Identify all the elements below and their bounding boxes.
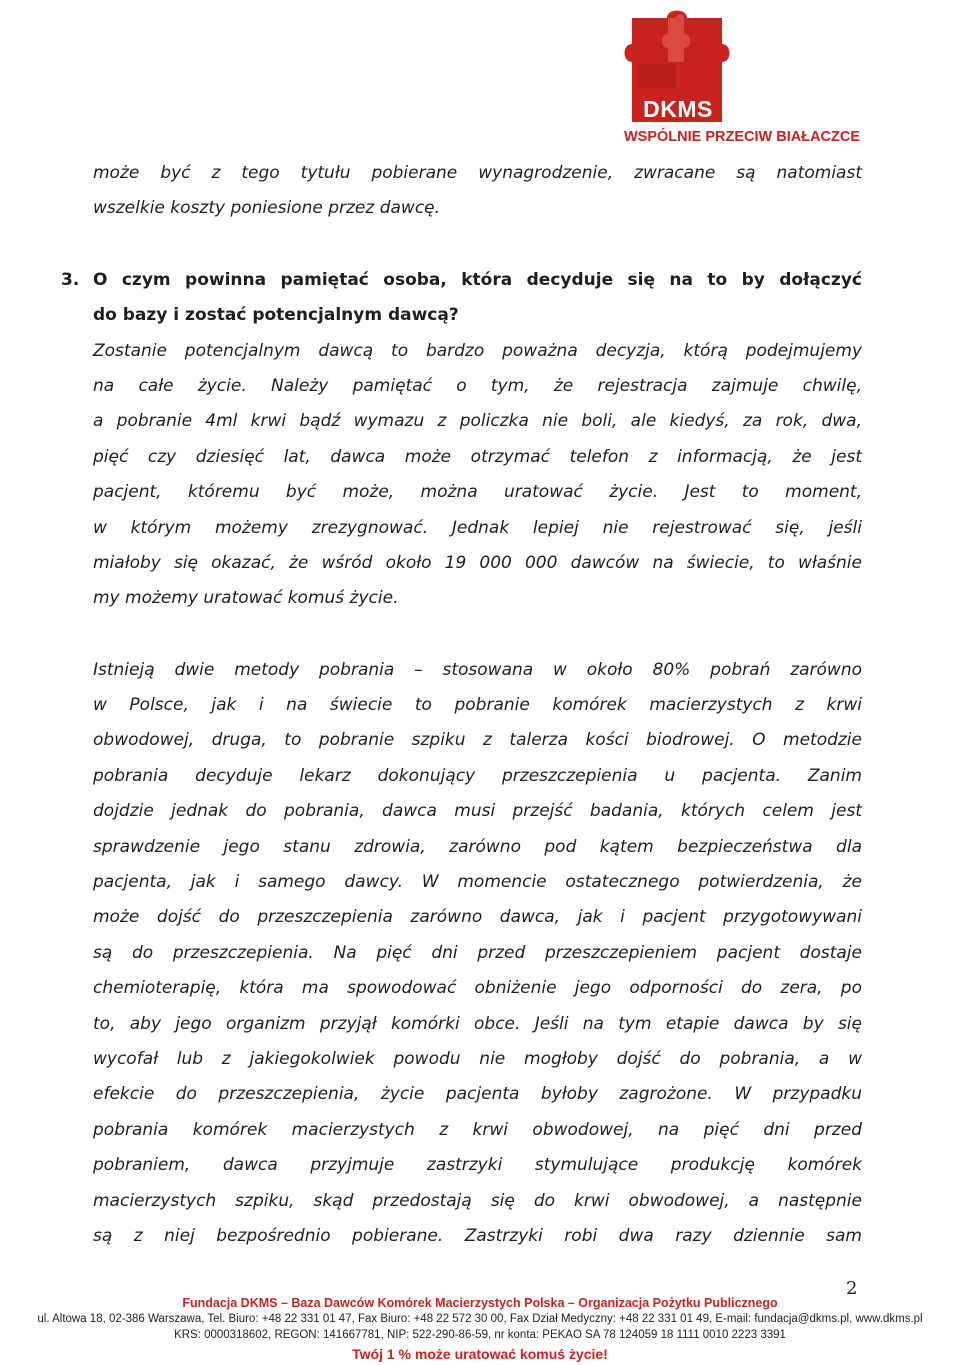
body-line: pobraniem, dawca przyjmuje zastrzyki stymulujące produkcję komórek [93, 1155, 862, 1176]
body-line: pacjenta, jak i samego dawcy. W momencie ostatecznego potwierdzenia, że [93, 872, 862, 893]
body-line: obwodowej, druga, to pobranie szpiku z talerza kości biodrowej. O metodzie [93, 730, 862, 751]
document-page [61, 156, 862, 1254]
footer-registry: KRS: 0000318602, REGON: 141667781, NIP: 522-290-86-59, nr konta: PEKAO SA 78 124059 18 1111 0010 2223 3391 [174, 1329, 786, 1341]
question-heading [61, 263, 862, 334]
body-line: sprawdzenie jego stanu zdrowia, zarówno pod kątem bezpieczeństwa dla [93, 836, 862, 857]
intro-line: wszelkie koszty poniesione przez dawcę. [93, 198, 441, 219]
question-title-line: do bazy i zostać potencjalnym dawcą? [93, 305, 459, 326]
footer-contact: ul. Altowa 18, 02-386 Warszawa, Tel. Biuro: +48 22 331 01 47, Fax Biuro: +48 22 572 30 00, Fax Dział Medyczny: +48 22 331 01 49, E-mail: fundacja@dkms.pl, www.dkms.pl [37, 1313, 923, 1325]
body-line: efekcie do przeszczepienia, życie pacjenta byłoby zagrożone. W przypadku [93, 1084, 862, 1105]
body-line: wycofał lub z jakiegokolwiek powodu nie mogłoby dojść do pobrania, a w [93, 1048, 862, 1069]
body-line: chemioterapię, która ma spowodować obniżenie jego odporności do zera, po [93, 978, 862, 999]
answer-line: a pobranie 4ml krwi bądź wymazu z policzka nie boli, ale kiedyś, za rok, dwa, [93, 411, 862, 432]
footer [0, 1295, 960, 1365]
body-paragraph [93, 653, 862, 1255]
footer-slogan: Twój 1 % może uratować komuś życie! [352, 1346, 608, 1362]
answer-line: w którym możemy zrezygnować. Jednak lepiej nie rejestrować się, jeśli [93, 517, 862, 538]
answer-paragraph [93, 334, 862, 617]
body-line: Istnieją dwie metody pobrania – stosowana w około 80% pobrań zarówno [93, 659, 862, 680]
answer-line: pacjent, któremu być może, można uratować życie. Jest to moment, [93, 482, 862, 503]
answer-line: my możemy uratować komuś życie. [93, 588, 399, 609]
answer-line: pięć czy dziesięć lat, dawca może otrzymać telefon z informacją, że jest [93, 446, 862, 467]
footer-organization: Fundacja DKMS – Baza Dawców Komórek Macierzystych Polska – Organizacja Pożytku Publicznego [182, 1296, 778, 1310]
body-line: macierzystych szpiku, skąd przedostają się do krwi obwodowej, a następnie [93, 1190, 862, 1211]
body-line: pobrania komórek macierzystych z krwi obwodowej, na pięć dni przed [93, 1119, 862, 1140]
answer-line: miałoby się okazać, że wśród około 19 000 000 dawców na świecie, to właśnie [93, 552, 862, 573]
intro-paragraph [93, 156, 862, 227]
answer-line: na całe życie. Należy pamiętać o tym, że rejestracja zajmuje chwilę, [93, 375, 862, 396]
body-line: w Polsce, jak i na świecie to pobranie komórek macierzystych z krwi [93, 695, 862, 716]
body-line: dojdzie jednak do pobrania, dawca musi przejść badania, których celem jest [93, 801, 862, 822]
logo-tagline: WSPÓLNIE PRZECIW BIAŁACZCE [624, 129, 861, 145]
body-line: są do przeszczepienia. Na pięć dni przed przeszczepieniem pacjent dostaje [93, 942, 862, 963]
dkms-logo [612, 4, 860, 152]
question-title-line: O czym powinna pamiętać osoba, która decyduje się na to by dołączyć [93, 269, 862, 290]
answer-line: Zostanie potencjalnym dawcą to bardzo poważna decyzja, którą podejmujemy [93, 340, 862, 361]
body-line: może dojść do przeszczepienia zarówno dawca, jak i pacjent przygotowywani [93, 907, 862, 928]
question-number: 3. [61, 269, 80, 290]
body-line: są z niej bezpośrednio pobierane. Zastrzyki robi dwa razy dziennie sam [93, 1225, 862, 1246]
body-line: pobrania decyduje lekarz dokonujący przeszczepienia u pacjenta. Zanim [93, 765, 862, 786]
body-line: to, aby jego organizm przyjął komórki obce. Jeśli na tym etapie dawca by się [93, 1013, 862, 1034]
intro-line: może być z tego tytułu pobierane wynagrodzenie, zwracane są natomiast [93, 163, 862, 183]
logo-text: DKMS [643, 96, 713, 122]
page-number: 2 [846, 1278, 858, 1299]
